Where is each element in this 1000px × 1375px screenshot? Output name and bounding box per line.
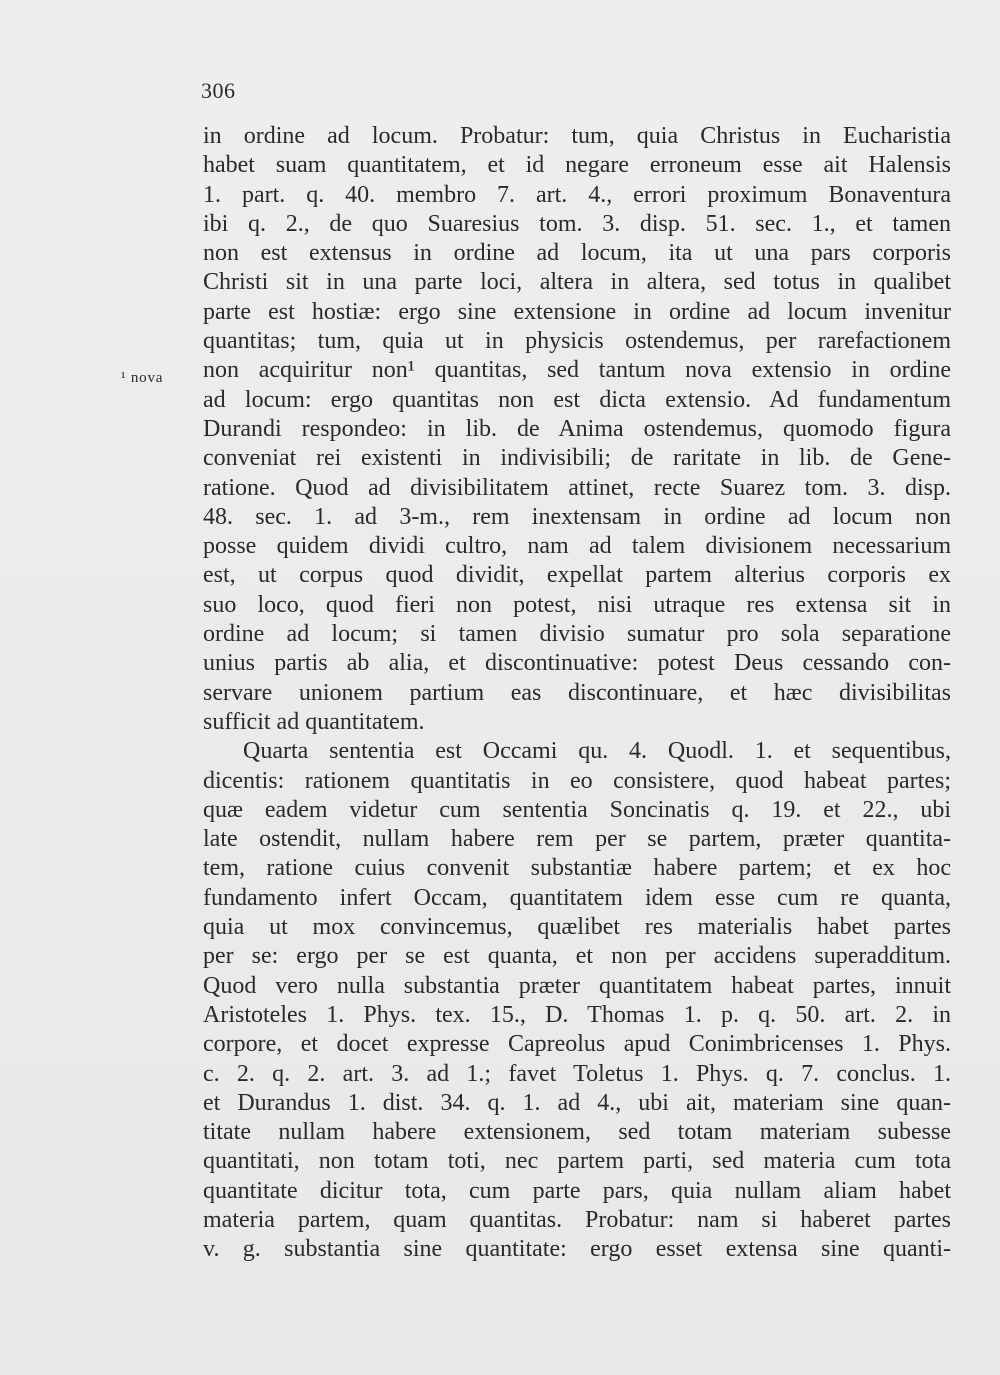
text-line: conveniat rei existenti in indivisibili; de raritate in lib. de Gene-: [203, 445, 951, 472]
text-line: quantitati, non totam toti, nec partem parti, sed materia cum tota: [203, 1148, 951, 1175]
text-line: Christi sit in una parte loci, altera in altera, sed totus in qualibet: [203, 269, 951, 296]
text-line: posse quidem dividi cultro, nam ad talem divisionem necessarium: [203, 533, 951, 560]
text-line: tem, ratione cuius convenit substantiæ habere partem; et ex hoc: [203, 855, 951, 882]
text-line: dicentis: rationem quantitatis in eo consistere, quod habeat partes;: [203, 767, 951, 794]
text-line: ibi q. 2., de quo Suaresius tom. 3. disp. 51. sec. 1., et tamen: [203, 210, 951, 237]
text-line: fundamento infert Occam, quantitatem idem esse cum re quanta,: [203, 884, 951, 911]
text-line: unius partis ab alia, et discontinuative: potest Deus cessando con-: [203, 650, 951, 677]
text-line: corpore, et docet expresse Capreolus apud Conimbricenses 1. Phys.: [203, 1031, 951, 1058]
text-line: v. g. substantia sine quantitate: ergo esset extensa sine quanti-: [203, 1236, 951, 1263]
text-line: non acquiritur non¹ quantitas, sed tantum nova extensio in ordine: [203, 357, 951, 384]
text-line: ratione. Quod ad divisibilitatem attinet, recte Suarez tom. 3. disp.: [203, 474, 951, 501]
text-line: Durandi respondeo: in lib. de Anima ostendemus, quomodo figura: [203, 415, 951, 442]
text-line: ordine ad locum; si tamen divisio sumatur pro sola separatione: [203, 621, 951, 648]
text-line: et Durandus 1. dist. 34. q. 1. ad 4., ubi ait, materiam sine quan-: [203, 1089, 951, 1116]
text-line: titate nullam habere extensionem, sed totam materiam subesse: [203, 1119, 951, 1146]
text-line: est, ut corpus quod dividit, expellat partem alterius corporis ex: [203, 562, 951, 589]
page-number: 306: [201, 78, 236, 103]
text-line: quantitas; tum, quia ut in physicis ostendemus, per rarefactionem: [203, 328, 951, 355]
text-line: non est extensus in ordine ad locum, ita ut una pars corporis: [203, 240, 951, 267]
text-line: 1. part. q. 40. membro 7. art. 4., errori proximum Bonaventura: [203, 181, 951, 208]
text-line: Quarta sententia est Occami qu. 4. Quodl. 1. et sequentibus,: [243, 738, 951, 765]
text-line: 48. sec. 1. ad 3-m., rem inextensam in ordine ad locum non: [203, 503, 951, 530]
margin-note: ¹ nova: [121, 370, 164, 386]
text-line: quæ eadem videtur cum sententia Soncinatis q. 19. et 22., ubi: [203, 796, 951, 823]
text-line: in ordine ad locum. Probatur: tum, quia Christus in Eucharistia: [203, 123, 951, 149]
text-line: parte est hostiæ: ergo sine extensione in ordine ad locum invenitur: [203, 298, 951, 325]
text-line: ad locum: ergo quantitas non est dicta extensio. Ad fundamentum: [203, 386, 951, 413]
text-line: quantitate dicitur tota, cum parte pars, quia nullam aliam habet: [203, 1177, 951, 1204]
text-line: late ostendit, nullam habere rem per se partem, præter quantita-: [203, 826, 951, 853]
text-line: Aristoteles 1. Phys. tex. 15., D. Thomas 1. p. q. 50. art. 2. in: [203, 1001, 951, 1028]
text-line: per se: ergo per se est quanta, et non per accidens superadditum.: [203, 943, 951, 970]
text-line: habet suam quantitatem, et id negare erroneum esse ait Halensis: [203, 152, 951, 179]
text-line: sufficit ad quantitatem.: [203, 708, 425, 735]
text-line: quia ut mox convincemus, quælibet res materialis habet partes: [203, 914, 951, 941]
text-line: Quod vero nulla substantia præter quantitatem habeat partes, innuit: [203, 972, 951, 999]
text-line: c. 2. q. 2. art. 3. ad 1.; favet Toletus 1. Phys. q. 7. conclus. 1.: [203, 1060, 951, 1087]
text-line: suo loco, quod fieri non potest, nisi utraque res extensa sit in: [203, 591, 951, 618]
body-text: [203, 122, 951, 1265]
text-line: materia partem, quam quantitas. Probatur: nam si haberet partes: [203, 1206, 951, 1233]
text-line: servare unionem partium eas discontinuare, et hæc divisibilitas: [203, 679, 951, 706]
